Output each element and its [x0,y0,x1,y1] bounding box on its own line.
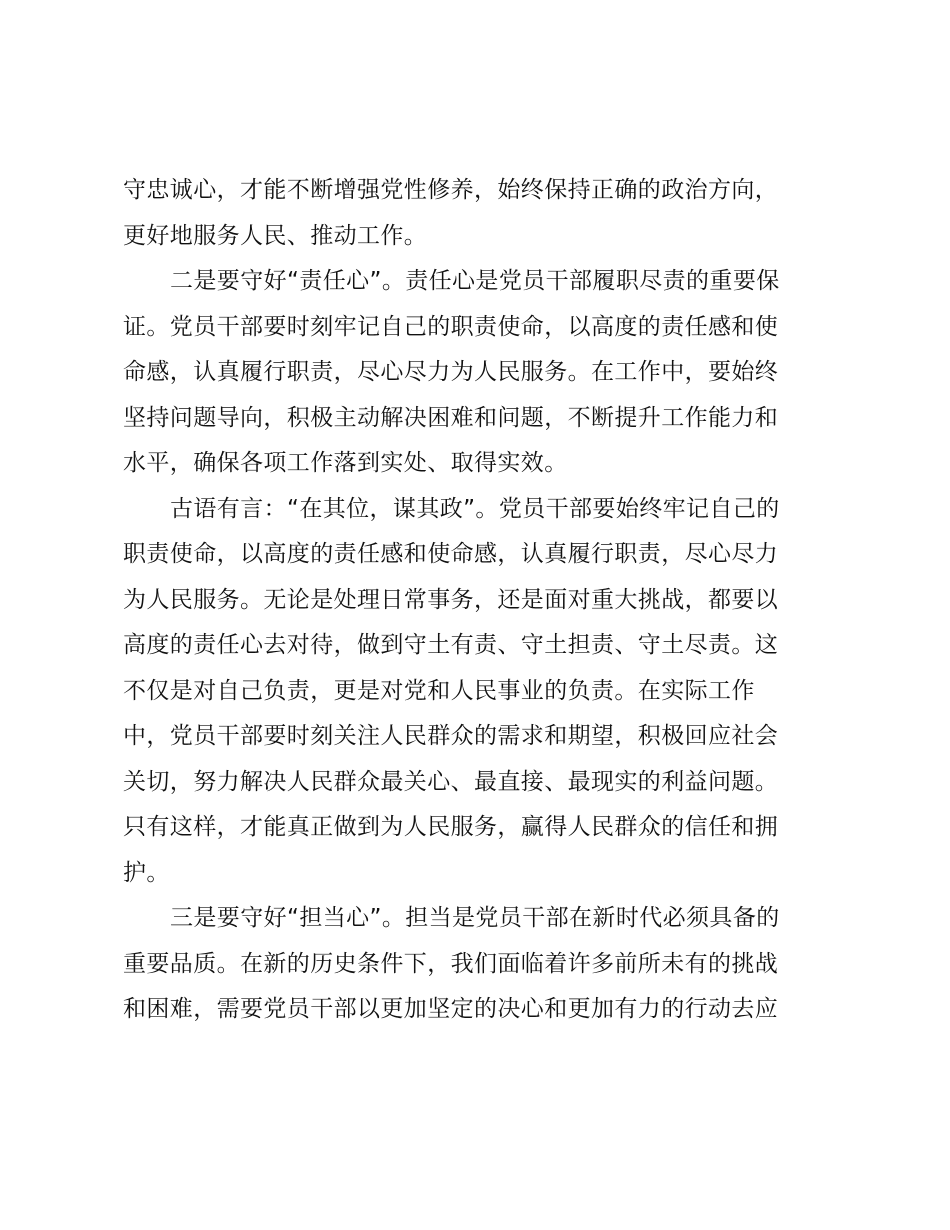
body-text [123,168,829,1033]
paragraph-start-line: 古语有言：“在其位，谋其政”。党员干部要始终牢记自己的 [170,495,780,522]
text-line: 重要品质。在新的历史条件下，我们面临着许多前所未有的挑战 [123,950,779,977]
text-line: 关切，努力解决人民群众最关心、最直接、最现实的利益问题。 [123,768,779,795]
text-line: 高度的责任心去对待，做到守土有责、守土担责、守土尽责。这 [123,632,779,658]
text-line: 命感，认真履行职责，尽心尽力为人民服务。在工作中，要始终 [123,359,779,385]
text-line: 证。党员干部要时刻牢记自己的职责使命，以高度的责任感和使 [123,313,779,340]
text-line: 水平，确保各项工作落到实处、取得实效。 [123,450,568,476]
text-line: 和困难，需要党员干部以更加坚定的决心和更加有力的行动去应 [123,996,779,1022]
text-line: 为人民服务。无论是处理日常事务，还是面对重大挑战，都要以 [123,586,779,613]
text-line: 更好地服务人民、推动工作。 [123,222,428,249]
text-line: 职责使命，以高度的责任感和使命感，认真履行职责，尽心尽力 [123,541,779,567]
text-line: 坚持问题导向，积极主动解决困难和问题，不断提升工作能力和 [123,404,779,431]
paragraph-start-line: 二是要守好“责任心”。责任心是党员干部履职尽责的重要保 [170,268,780,294]
text-line: 中，党员干部要时刻关注人民群众的需求和期望，积极回应社会 [123,723,779,749]
paragraph-start-line: 三是要守好“担当心”。担当是党员干部在新时代必须具备的 [170,905,780,931]
text-line: 护。 [123,859,170,886]
text-line: 不仅是对自己负责，更是对党和人民事业的负责。在实际工作 [123,677,755,704]
text-line: 守忠诚心，才能不断增强党性修养，始终保持正确的政治方向， [123,177,779,203]
text-line: 只有这样，才能真正做到为人民服务，赢得人民群众的信任和拥 [123,814,779,840]
